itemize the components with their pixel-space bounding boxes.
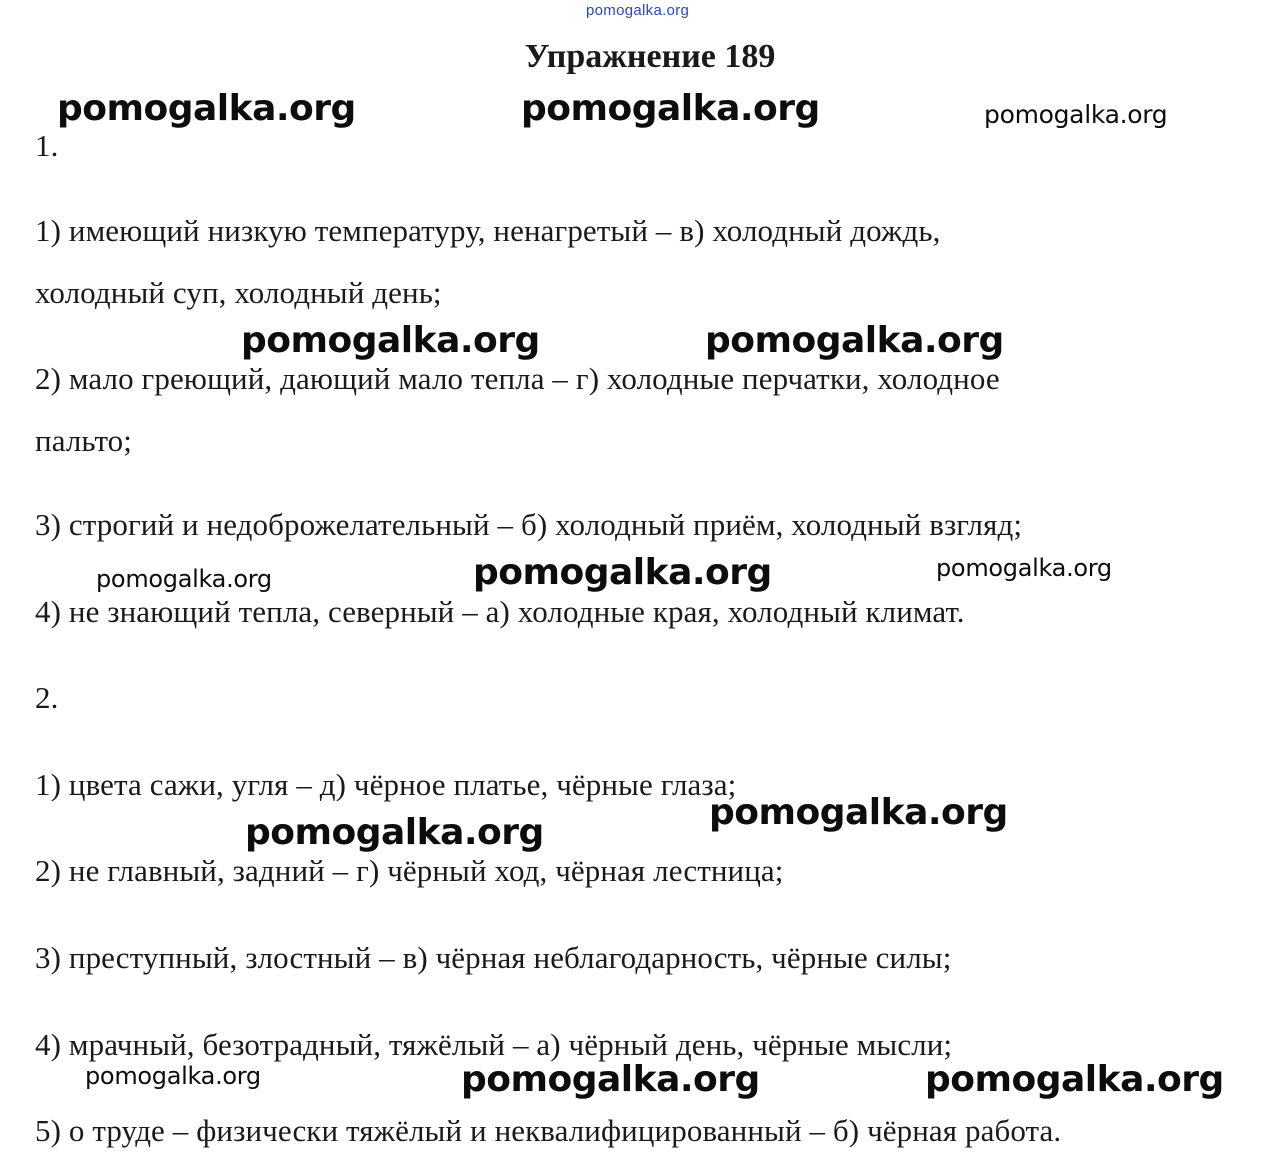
watermark: pomogalka.org — [705, 320, 1004, 361]
section-1-number: 1. — [35, 128, 59, 163]
answer-line: пальто; — [35, 423, 132, 458]
answer-line: 5) о труде – физически тяжёлый и неквалифицированный – б) чёрная работа. — [35, 1113, 1062, 1148]
watermark: pomogalka.org — [925, 1059, 1224, 1100]
watermark: pomogalka.org — [521, 88, 820, 129]
watermark: pomogalka.org — [241, 320, 540, 361]
watermark: pomogalka.org — [461, 1059, 760, 1100]
watermark: pomogalka.org — [85, 1062, 261, 1090]
answer-line: 3) преступный, злостный – в) чёрная неблагодарность, чёрные силы; — [35, 940, 952, 975]
watermark: pomogalka.org — [57, 88, 356, 129]
answer-line: 4) мрачный, безотрадный, тяжёлый – а) чёрный день, чёрные мысли; — [35, 1027, 953, 1062]
answer-line: холодный суп, холодный день; — [35, 275, 442, 310]
answer-line: 1) цвета сажи, угля – д) чёрное платье, чёрные глаза; — [35, 767, 737, 802]
answer-line: 2) мало греющий, дающий мало тепла – г) холодные перчатки, холодное — [35, 361, 1000, 396]
watermark: pomogalka.org — [936, 554, 1112, 582]
answer-line: 3) строгий и недоброжелательный – б) холодный приём, холодный взгляд; — [35, 507, 1023, 542]
watermark: pomogalka.org — [96, 565, 272, 593]
watermark: pomogalka.org — [709, 792, 1008, 833]
answer-line: 2) не главный, задний – г) чёрный ход, чёрная лестница; — [35, 853, 784, 888]
watermark: pomogalka.org — [984, 100, 1168, 129]
watermark: pomogalka.org — [473, 552, 772, 593]
answer-line: 1) имеющий низкую температуру, ненагретый – в) холодный дождь, — [35, 213, 941, 248]
watermark: pomogalka.org — [245, 812, 544, 853]
answer-line: 4) не знающий тепла, северный – а) холодные края, холодный климат. — [35, 594, 965, 629]
header-watermark: pomogalka.org — [586, 2, 690, 19]
exercise-title: Упражнение 189 — [524, 38, 776, 75]
section-2-number: 2. — [35, 680, 59, 715]
